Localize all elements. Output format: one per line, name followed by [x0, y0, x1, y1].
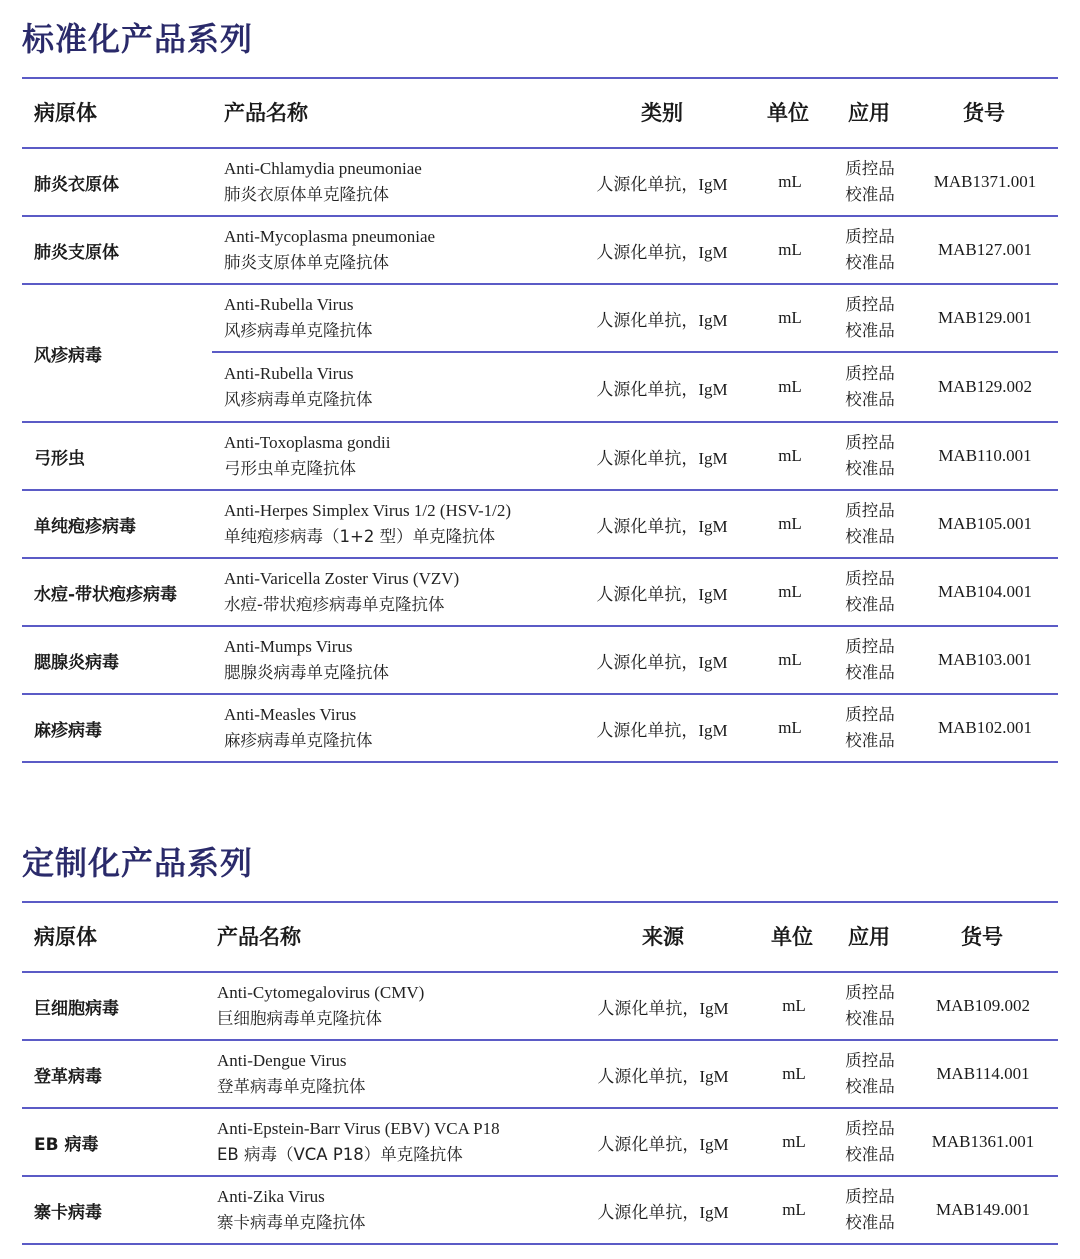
category-cell: 人源化单抗，IgM — [596, 448, 728, 468]
pathogen-cell: 单纯疱疹病毒 — [34, 516, 136, 537]
product-name-cell — [224, 423, 390, 489]
code-cell: MAB127.001 — [938, 240, 1032, 259]
product-name-cell — [224, 559, 459, 625]
table-row — [212, 285, 1058, 353]
table-row — [22, 1177, 1058, 1245]
code-cell: MAB104.001 — [938, 582, 1032, 601]
unit-cell: mL — [782, 1200, 806, 1219]
product-name-zh: 登革病毒单克隆抗体 — [217, 1077, 366, 1096]
header-unit: 单位 — [771, 925, 813, 949]
pathogen-cell: 水痘-带状疱疹病毒 — [34, 584, 178, 605]
product-name-zh: 肺炎衣原体单克隆抗体 — [224, 185, 389, 204]
product-name-en: Anti-Measles Virus — [224, 705, 357, 724]
application-qc: 质控品 — [845, 1051, 895, 1070]
table-row — [22, 491, 1058, 559]
pathogen-cell: 肺炎衣原体 — [34, 174, 119, 195]
unit-cell: mL — [778, 514, 802, 533]
product-name-cell — [217, 1109, 500, 1175]
header-pathogen: 病原体 — [34, 101, 97, 125]
product-name-en: Anti-Toxoplasma gondii — [224, 433, 391, 452]
table-row — [212, 353, 1058, 421]
product-name-en: Anti-Mumps Virus — [224, 637, 353, 656]
application-qc: 质控品 — [845, 433, 895, 452]
category-cell: 人源化单抗，IgM — [596, 310, 728, 330]
code-cell: MAB1371.001 — [933, 172, 1037, 191]
unit-cell: mL — [782, 1064, 806, 1083]
application-calibrator: 校准品 — [845, 1009, 895, 1028]
application-qc: 质控品 — [845, 1119, 895, 1138]
code-cell: MAB102.001 — [938, 718, 1032, 737]
pathogen-cell: 弓形虫 — [34, 448, 85, 469]
application-cell — [830, 1177, 910, 1243]
application-qc: 质控品 — [845, 159, 895, 178]
code-cell: MAB105.001 — [938, 514, 1032, 533]
application-cell — [830, 1109, 910, 1175]
application-cell — [830, 423, 910, 489]
table-row — [22, 1109, 1058, 1177]
product-name-zh: 弓形虫单克隆抗体 — [224, 459, 356, 478]
application-cell — [830, 1041, 910, 1107]
application-cell — [830, 627, 910, 693]
table-row — [22, 1041, 1058, 1109]
category-cell: 人源化单抗，IgM — [596, 516, 728, 536]
table-row — [22, 423, 1058, 491]
product-name-zh: 寨卡病毒单克隆抗体 — [217, 1213, 366, 1232]
product-name-cell — [224, 217, 435, 283]
application-calibrator: 校准品 — [845, 595, 895, 614]
unit-cell: mL — [778, 582, 802, 601]
product-name-zh: 肺炎支原体单克隆抗体 — [224, 253, 389, 272]
table-row — [22, 695, 1058, 763]
product-name-en: Anti-Mycoplasma pneumoniae — [224, 227, 436, 246]
table-row — [22, 217, 1058, 285]
product-name-cell — [224, 695, 373, 761]
code-cell: MAB114.001 — [936, 1064, 1030, 1083]
product-name-cell — [224, 149, 422, 215]
unit-cell: mL — [778, 650, 802, 669]
product-name-zh: 风疹病毒单克隆抗体 — [224, 390, 373, 409]
category-cell: 人源化单抗，IgM — [596, 174, 728, 194]
application-qc: 质控品 — [845, 637, 895, 656]
application-qc: 质控品 — [845, 705, 895, 724]
header-product-name: 产品名称 — [217, 925, 301, 949]
application-calibrator: 校准品 — [845, 731, 895, 750]
header-unit: 单位 — [767, 101, 809, 125]
product-name-zh: 巨细胞病毒单克隆抗体 — [217, 1009, 382, 1028]
product-name-zh: 麻疹病毒单克隆抗体 — [224, 731, 373, 750]
application-cell — [830, 491, 910, 557]
product-name-en: Anti-Herpes Simplex Virus 1/2 (HSV-1/2) — [224, 501, 512, 520]
header-application: 应用 — [848, 101, 890, 125]
application-qc: 质控品 — [845, 983, 895, 1002]
product-name-cell — [217, 973, 424, 1039]
unit-cell: mL — [782, 996, 806, 1015]
category-cell: 人源化单抗，IgM — [596, 379, 728, 399]
application-cell — [830, 217, 910, 283]
pathogen-cell: EB 病毒 — [34, 1134, 99, 1155]
table-row — [22, 559, 1058, 627]
unit-cell: mL — [778, 446, 802, 465]
pathogen-cell: 肺炎支原体 — [34, 242, 119, 263]
standard-product-table — [22, 77, 1058, 763]
pathogen-cell: 麻疹病毒 — [34, 720, 102, 741]
product-name-en: Anti-Rubella Virus — [224, 295, 354, 314]
product-name-cell — [224, 627, 389, 693]
application-calibrator: 校准品 — [845, 1145, 895, 1164]
header-product-name: 产品名称 — [224, 101, 308, 125]
application-qc: 质控品 — [845, 227, 895, 246]
category-cell: 人源化单抗，IgM — [596, 584, 728, 604]
code-cell: MAB109.002 — [936, 996, 1030, 1015]
product-name-en: Anti-Varicella Zoster Virus (VZV) — [224, 569, 460, 588]
product-name-cell — [224, 491, 511, 557]
application-cell — [830, 149, 910, 215]
application-qc: 质控品 — [845, 295, 895, 314]
pathogen-cell: 风疹病毒 — [34, 345, 102, 366]
table-row — [22, 627, 1058, 695]
custom-product-table — [22, 901, 1058, 1245]
application-cell — [830, 695, 910, 761]
application-calibrator: 校准品 — [845, 253, 895, 272]
source-cell: 人源化单抗，IgM — [597, 1134, 729, 1154]
source-cell: 人源化单抗，IgM — [597, 998, 729, 1018]
application-qc: 质控品 — [845, 569, 895, 588]
product-name-zh: 腮腺炎病毒单克隆抗体 — [224, 663, 389, 682]
application-calibrator: 校准品 — [845, 390, 895, 409]
product-name-zh: 水痘-带状疱疹病毒单克隆抗体 — [224, 595, 445, 614]
application-cell — [830, 559, 910, 625]
code-cell: MAB1361.001 — [931, 1132, 1035, 1151]
pathogen-cell: 寨卡病毒 — [34, 1202, 102, 1223]
application-calibrator: 校准品 — [845, 527, 895, 546]
application-qc: 质控品 — [845, 501, 895, 520]
header-code: 货号 — [961, 925, 1003, 949]
unit-cell: mL — [778, 240, 802, 259]
table-row — [22, 973, 1058, 1041]
application-cell — [830, 973, 910, 1039]
source-cell: 人源化单抗，IgM — [597, 1202, 729, 1222]
application-calibrator: 校准品 — [845, 459, 895, 478]
table-header — [22, 903, 1058, 973]
unit-cell: mL — [778, 172, 802, 191]
table-header — [22, 79, 1058, 149]
category-cell: 人源化单抗，IgM — [596, 242, 728, 262]
product-name-zh: 风疹病毒单克隆抗体 — [224, 321, 373, 340]
code-cell: MAB110.001 — [938, 446, 1032, 465]
code-cell: MAB149.001 — [936, 1200, 1030, 1219]
table-row-group — [22, 285, 1058, 423]
application-cell — [830, 353, 910, 421]
pathogen-cell: 巨细胞病毒 — [34, 998, 119, 1019]
pathogen-cell: 登革病毒 — [34, 1066, 102, 1087]
code-cell: MAB103.001 — [938, 650, 1032, 669]
code-cell: MAB129.001 — [938, 308, 1032, 327]
product-name-cell — [217, 1041, 366, 1107]
header-source: 来源 — [642, 925, 684, 949]
application-cell — [830, 285, 910, 351]
unit-cell: mL — [778, 718, 802, 737]
product-name-cell — [224, 353, 373, 421]
product-name-en: Anti-Dengue Virus — [217, 1051, 347, 1070]
header-application: 应用 — [848, 925, 890, 949]
category-cell: 人源化单抗，IgM — [596, 652, 728, 672]
source-cell: 人源化单抗，IgM — [597, 1066, 729, 1086]
header-category: 类别 — [641, 101, 683, 125]
application-qc: 质控品 — [845, 364, 895, 383]
application-calibrator: 校准品 — [845, 1213, 895, 1232]
product-name-en: Anti-Chlamydia pneumoniae — [224, 159, 422, 178]
product-name-zh: 单纯疱疹病毒（1+2 型）单克隆抗体 — [224, 527, 496, 546]
unit-cell: mL — [778, 377, 802, 396]
standard-section-title: 标准化产品系列 — [22, 20, 254, 58]
code-cell: MAB129.002 — [938, 377, 1032, 396]
product-name-zh: EB 病毒（VCA P18）单克隆抗体 — [217, 1145, 463, 1164]
product-name-en: Anti-Zika Virus — [217, 1187, 325, 1206]
pathogen-cell: 腮腺炎病毒 — [34, 652, 119, 673]
application-qc: 质控品 — [845, 1187, 895, 1206]
product-name-cell — [224, 285, 373, 351]
product-name-cell — [217, 1177, 366, 1243]
table-row — [22, 149, 1058, 217]
application-calibrator: 校准品 — [845, 663, 895, 682]
application-calibrator: 校准品 — [845, 185, 895, 204]
header-pathogen: 病原体 — [34, 925, 97, 949]
category-cell: 人源化单抗，IgM — [596, 720, 728, 740]
unit-cell: mL — [782, 1132, 806, 1151]
unit-cell: mL — [778, 308, 802, 327]
product-name-en: Anti-Cytomegalovirus (CMV) — [217, 983, 425, 1002]
product-name-en: Anti-Epstein-Barr Virus (EBV) VCA P18 — [217, 1119, 500, 1138]
application-calibrator: 校准品 — [845, 321, 895, 340]
application-calibrator: 校准品 — [845, 1077, 895, 1096]
custom-section-title: 定制化产品系列 — [22, 844, 254, 882]
header-code: 货号 — [963, 101, 1005, 125]
product-name-en: Anti-Rubella Virus — [224, 364, 354, 383]
